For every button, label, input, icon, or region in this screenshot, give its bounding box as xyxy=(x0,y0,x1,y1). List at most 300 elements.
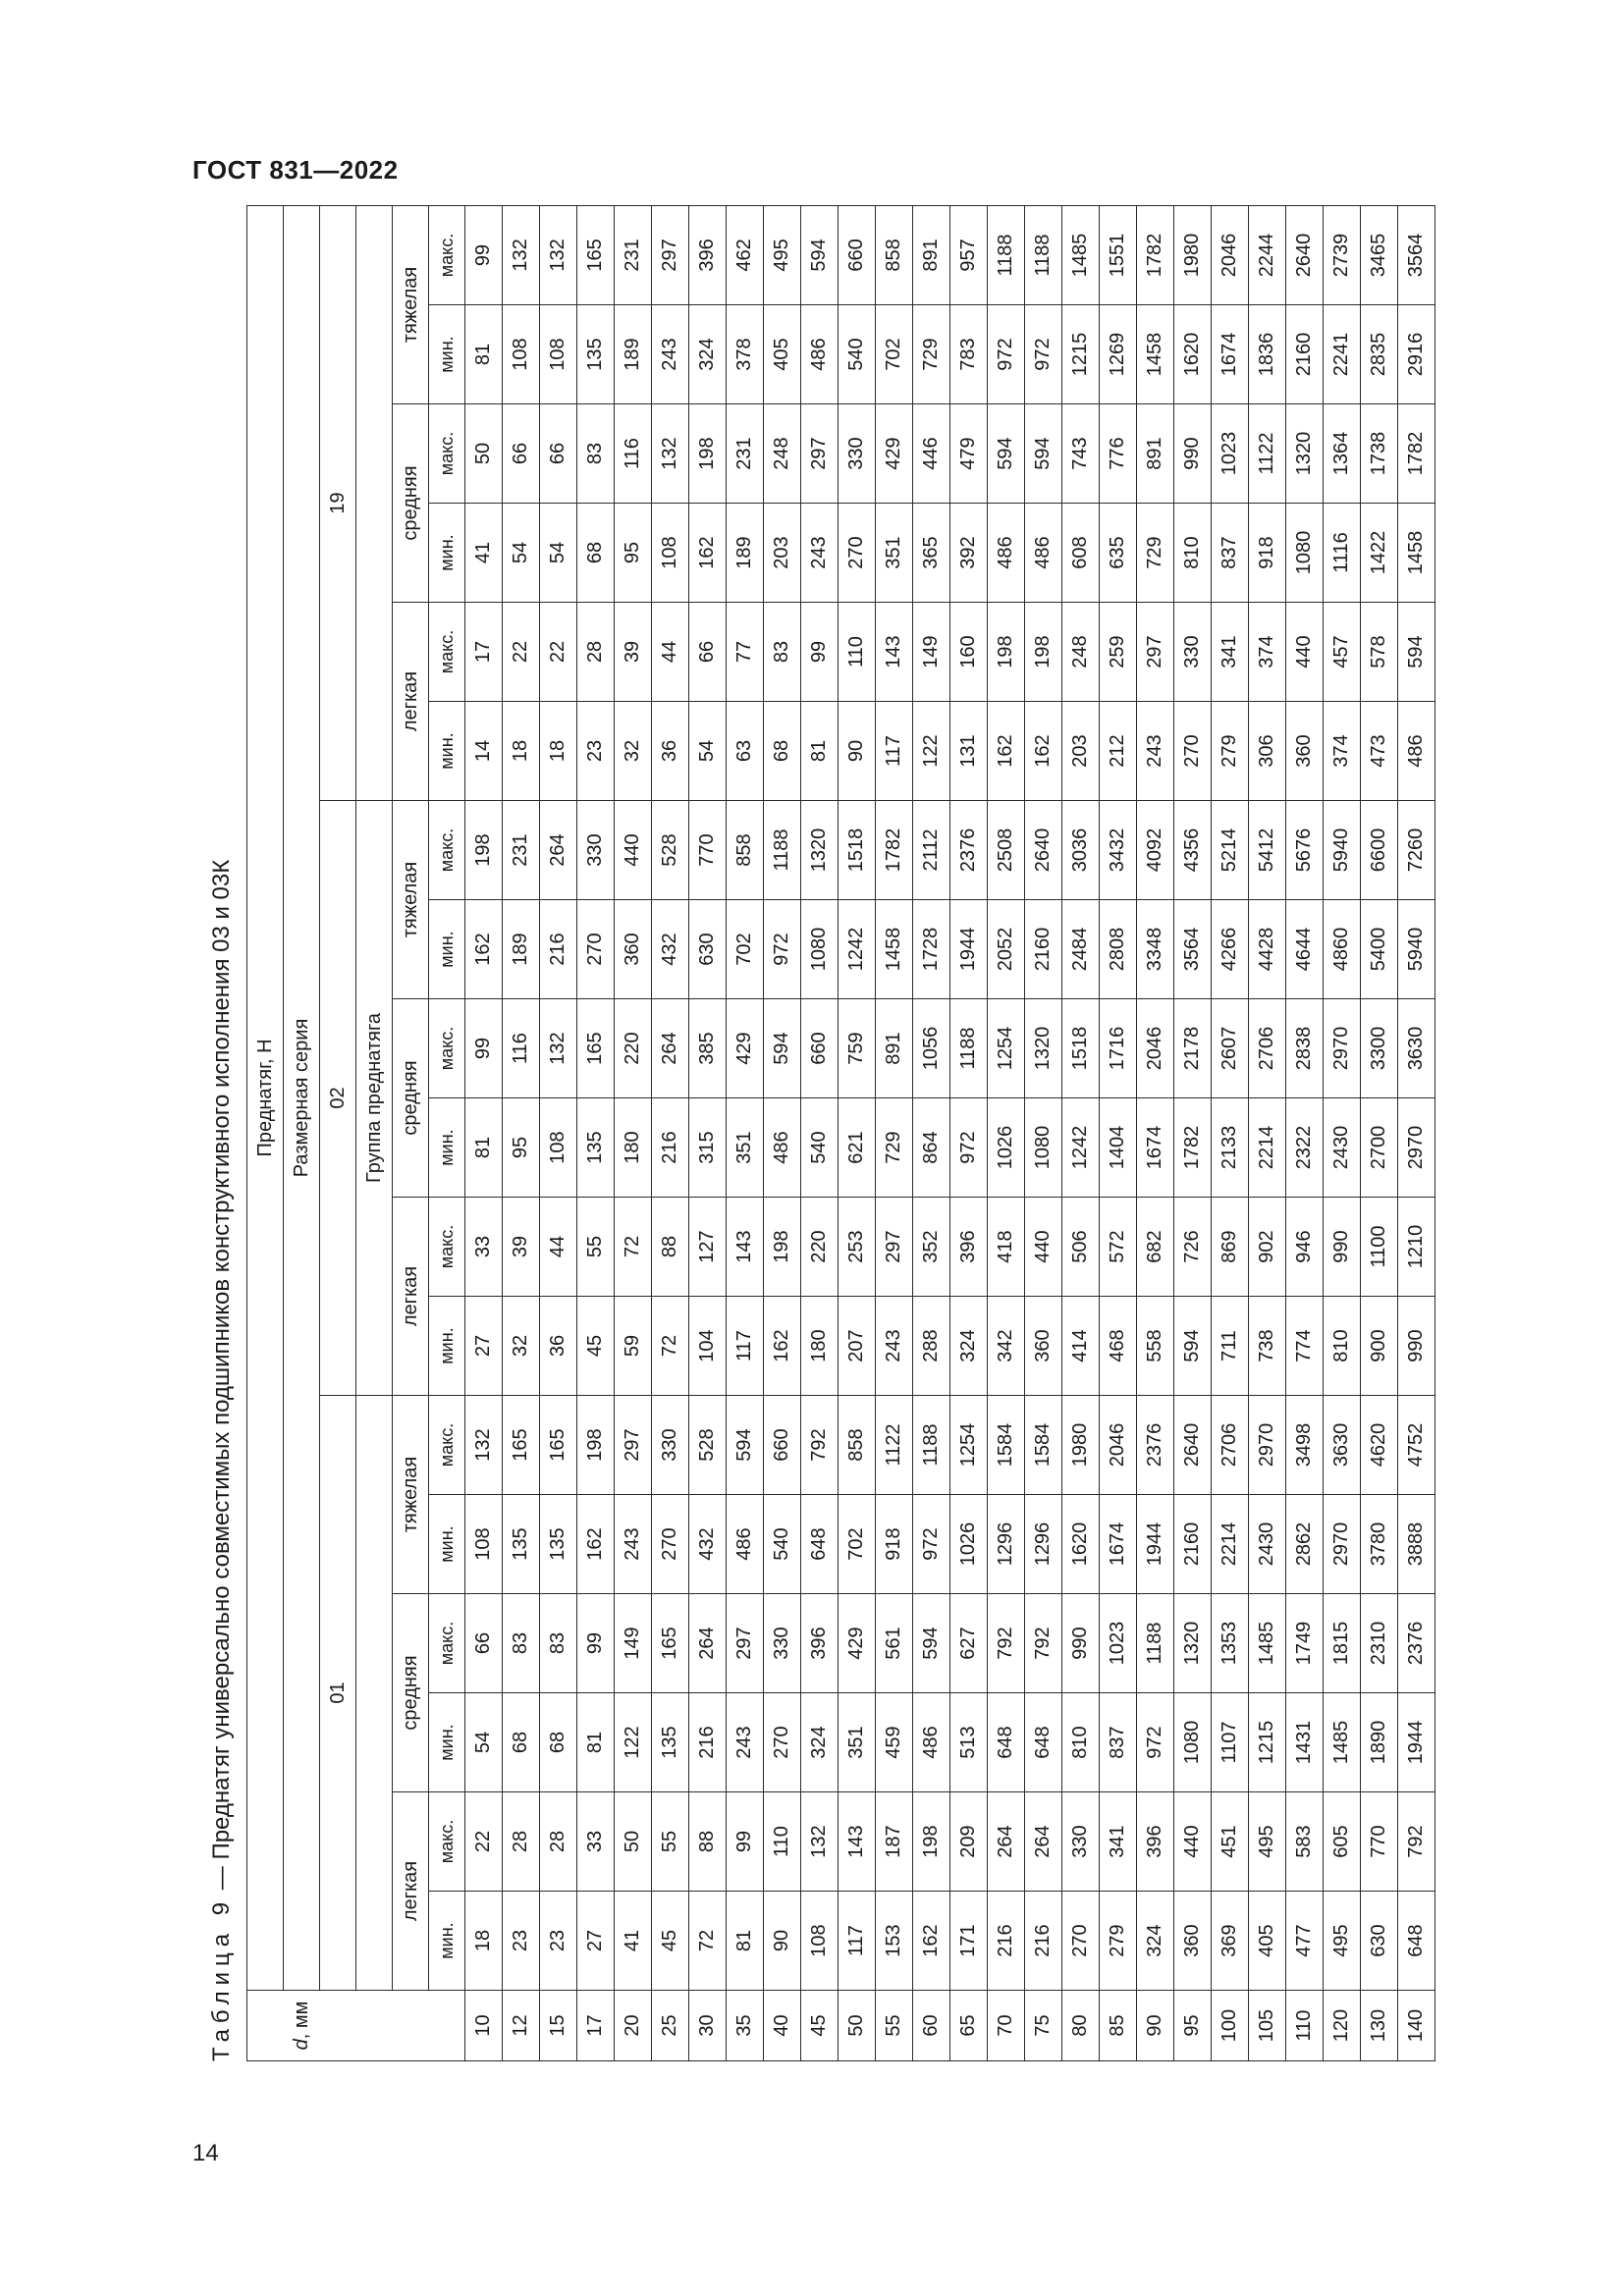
value-cell: 1320 xyxy=(1286,404,1324,504)
d-cell: 140 xyxy=(1398,1991,1435,2061)
value-cell: 891 xyxy=(876,999,913,1098)
max-label: макс. xyxy=(429,603,465,702)
value-cell: 3564 xyxy=(1174,900,1212,999)
value-cell: 660 xyxy=(839,205,876,304)
value-cell: 81 xyxy=(577,1693,615,1792)
value-cell: 36 xyxy=(652,702,689,801)
value-cell: 702 xyxy=(839,1495,876,1594)
value-cell: 1620 xyxy=(1174,305,1212,404)
value-cell: 1980 xyxy=(1174,205,1212,304)
value-cell: 330 xyxy=(577,801,615,900)
value-cell: 2607 xyxy=(1212,999,1249,1098)
value-cell: 682 xyxy=(1137,1198,1174,1297)
value-cell: 2160 xyxy=(1174,1495,1212,1594)
value-cell: 68 xyxy=(540,1693,577,1792)
table-row xyxy=(876,205,913,2060)
page-number: 14 xyxy=(192,2140,219,2166)
value-cell: 396 xyxy=(689,205,727,304)
value-cell: 32 xyxy=(615,702,652,801)
value-cell: 220 xyxy=(801,1198,839,1297)
max-label: макс. xyxy=(429,1594,465,1693)
value-cell: 54 xyxy=(689,702,727,801)
value-cell: 1944 xyxy=(950,900,988,999)
value-cell: 18 xyxy=(540,702,577,801)
value-cell: 116 xyxy=(615,404,652,504)
value-cell: 72 xyxy=(615,1198,652,1297)
group-light-19: легкая xyxy=(393,603,429,801)
value-cell: 59 xyxy=(615,1297,652,1396)
value-cell: 132 xyxy=(540,205,577,304)
value-cell: 270 xyxy=(764,1693,801,1792)
d-cell: 30 xyxy=(689,1991,727,2061)
value-cell: 891 xyxy=(913,205,950,304)
value-cell: 1782 xyxy=(1398,404,1435,504)
value-cell: 2739 xyxy=(1324,205,1361,304)
max-label: макс. xyxy=(429,801,465,900)
value-cell: 264 xyxy=(540,801,577,900)
max-label: макс. xyxy=(429,1198,465,1297)
table-row xyxy=(689,205,727,2060)
value-cell: 5214 xyxy=(1212,801,1249,900)
table-caption-text: — Преднатяг универсально совместимых подшипников конструктивного исполнения 03 и 03К xyxy=(208,859,235,1896)
value-cell: 297 xyxy=(1137,603,1174,702)
max-label: макс. xyxy=(429,404,465,504)
table-row xyxy=(1100,205,1137,2060)
value-cell: 203 xyxy=(1062,702,1100,801)
value-cell: 594 xyxy=(913,1594,950,1693)
value-cell: 33 xyxy=(577,1792,615,1892)
value-cell: 2970 xyxy=(1249,1396,1286,1495)
value-cell: 2430 xyxy=(1324,1098,1361,1198)
value-cell: 18 xyxy=(465,1892,503,1991)
value-cell: 1080 xyxy=(1286,504,1324,603)
value-cell: 270 xyxy=(1174,702,1212,801)
value-cell: 1944 xyxy=(1398,1693,1435,1792)
value-cell: 72 xyxy=(689,1892,727,1991)
value-cell: 1296 xyxy=(988,1495,1025,1594)
value-cell: 770 xyxy=(689,801,727,900)
value-cell: 1210 xyxy=(1398,1198,1435,1297)
value-cell: 486 xyxy=(1025,504,1062,603)
value-cell: 324 xyxy=(1137,1892,1174,1991)
value-cell: 4266 xyxy=(1212,900,1249,999)
d-cell: 90 xyxy=(1137,1991,1174,2061)
value-cell: 1023 xyxy=(1212,404,1249,504)
max-label: макс. xyxy=(429,999,465,1098)
series-01: 01 xyxy=(320,1396,356,1991)
value-cell: 27 xyxy=(465,1297,503,1396)
d-cell: 17 xyxy=(577,1991,615,2061)
value-cell: 1815 xyxy=(1324,1594,1361,1693)
value-cell: 429 xyxy=(876,404,913,504)
value-cell: 396 xyxy=(801,1594,839,1693)
table-row xyxy=(1062,205,1100,2060)
value-cell: 270 xyxy=(1062,1892,1100,1991)
value-cell: 3564 xyxy=(1398,205,1435,304)
d-cell: 45 xyxy=(801,1991,839,2061)
value-cell: 578 xyxy=(1361,603,1398,702)
value-cell: 99 xyxy=(577,1594,615,1693)
value-cell: 594 xyxy=(727,1396,764,1495)
value-cell: 243 xyxy=(615,1495,652,1594)
value-cell: 1431 xyxy=(1286,1693,1324,1792)
table-row xyxy=(1361,205,1398,2060)
value-cell: 1188 xyxy=(913,1396,950,1495)
value-cell: 306 xyxy=(1249,702,1286,801)
group-medium-19: средняя xyxy=(393,404,429,603)
value-cell: 621 xyxy=(839,1098,876,1198)
value-cell: 153 xyxy=(876,1892,913,1991)
d-cell: 95 xyxy=(1174,1991,1212,2061)
value-cell: 918 xyxy=(1249,504,1286,603)
value-cell: 1320 xyxy=(801,801,839,900)
value-cell: 2970 xyxy=(1324,1495,1361,1594)
value-cell: 198 xyxy=(764,1198,801,1297)
value-cell: 81 xyxy=(465,305,503,404)
value-cell: 122 xyxy=(913,702,950,801)
value-cell: 55 xyxy=(652,1792,689,1892)
value-cell: 264 xyxy=(652,999,689,1098)
d-cell: 105 xyxy=(1249,1991,1286,2061)
value-cell: 2046 xyxy=(1100,1396,1137,1495)
value-cell: 135 xyxy=(652,1693,689,1792)
value-cell: 990 xyxy=(1398,1297,1435,1396)
value-cell: 297 xyxy=(801,404,839,504)
value-cell: 594 xyxy=(1398,603,1435,702)
value-cell: 165 xyxy=(652,1594,689,1693)
value-cell: 81 xyxy=(801,702,839,801)
value-cell: 165 xyxy=(503,1396,540,1495)
value-cell: 2640 xyxy=(1286,205,1324,304)
value-cell: 972 xyxy=(1025,305,1062,404)
value-cell: 1782 xyxy=(1174,1098,1212,1198)
value-cell: 135 xyxy=(503,1495,540,1594)
value-cell: 486 xyxy=(727,1495,764,1594)
value-cell: 330 xyxy=(1174,603,1212,702)
value-cell: 1782 xyxy=(876,801,913,900)
value-cell: 110 xyxy=(764,1792,801,1892)
value-cell: 243 xyxy=(727,1693,764,1792)
value-cell: 486 xyxy=(1398,702,1435,801)
value-cell: 243 xyxy=(1137,702,1174,801)
table-header xyxy=(247,205,465,2060)
value-cell: 88 xyxy=(652,1198,689,1297)
d-cell: 12 xyxy=(503,1991,540,2061)
value-cell: 1080 xyxy=(801,900,839,999)
d-header-mid3 xyxy=(393,1991,429,2061)
value-cell: 1188 xyxy=(988,205,1025,304)
value-cell: 2916 xyxy=(1398,305,1435,404)
group-heavy-02: тяжелая xyxy=(393,801,429,999)
value-cell: 143 xyxy=(839,1792,876,1892)
value-cell: 2700 xyxy=(1361,1098,1398,1198)
series-02: 02 xyxy=(320,801,356,1396)
value-cell: 72 xyxy=(652,1297,689,1396)
value-cell: 635 xyxy=(1100,504,1137,603)
value-cell: 189 xyxy=(503,900,540,999)
value-cell: 1242 xyxy=(839,900,876,999)
value-cell: 957 xyxy=(950,205,988,304)
value-cell: 117 xyxy=(876,702,913,801)
value-cell: 279 xyxy=(1100,1892,1137,1991)
value-cell: 297 xyxy=(615,1396,652,1495)
value-cell: 396 xyxy=(1137,1792,1174,1892)
value-cell: 104 xyxy=(689,1297,727,1396)
value-cell: 1738 xyxy=(1361,404,1398,504)
value-cell: 2046 xyxy=(1212,205,1249,304)
value-cell: 189 xyxy=(615,305,652,404)
value-cell: 729 xyxy=(1137,504,1174,603)
value-cell: 630 xyxy=(689,900,727,999)
min-label: мин. xyxy=(429,702,465,801)
value-cell: 2310 xyxy=(1361,1594,1398,1693)
value-cell: 44 xyxy=(540,1198,577,1297)
value-cell: 3465 xyxy=(1361,205,1398,304)
value-cell: 2706 xyxy=(1212,1396,1249,1495)
value-cell: 330 xyxy=(764,1594,801,1693)
value-cell: 810 xyxy=(1174,504,1212,603)
value-cell: 1485 xyxy=(1249,1594,1286,1693)
value-cell: 220 xyxy=(615,999,652,1098)
value-cell: 132 xyxy=(652,404,689,504)
value-cell: 558 xyxy=(1137,1297,1174,1396)
value-cell: 3888 xyxy=(1398,1495,1435,1594)
value-cell: 149 xyxy=(615,1594,652,1693)
value-cell: 743 xyxy=(1062,404,1100,504)
value-cell: 392 xyxy=(950,504,988,603)
value-cell: 108 xyxy=(465,1495,503,1594)
value-cell: 990 xyxy=(1324,1198,1361,1297)
value-cell: 726 xyxy=(1174,1198,1212,1297)
value-cell: 132 xyxy=(503,205,540,304)
value-cell: 1188 xyxy=(1137,1594,1174,1693)
d-header-bottom xyxy=(429,1991,465,2061)
value-cell: 360 xyxy=(1025,1297,1062,1396)
value-cell: 132 xyxy=(801,1792,839,1892)
value-cell: 1215 xyxy=(1062,305,1100,404)
value-cell: 1188 xyxy=(1025,205,1062,304)
value-cell: 110 xyxy=(839,603,876,702)
value-cell: 792 xyxy=(1398,1792,1435,1892)
value-cell: 660 xyxy=(801,999,839,1098)
value-cell: 783 xyxy=(950,305,988,404)
value-cell: 88 xyxy=(689,1792,727,1892)
value-cell: 869 xyxy=(1212,1198,1249,1297)
value-cell: 1188 xyxy=(950,999,988,1098)
value-cell: 2214 xyxy=(1212,1495,1249,1594)
value-cell: 1422 xyxy=(1361,504,1398,603)
value-cell: 270 xyxy=(839,504,876,603)
value-cell: 143 xyxy=(876,603,913,702)
value-cell: 1458 xyxy=(1398,504,1435,603)
value-cell: 2322 xyxy=(1286,1098,1324,1198)
value-cell: 446 xyxy=(913,404,950,504)
value-cell: 837 xyxy=(1212,504,1249,603)
min-label: мин. xyxy=(429,1297,465,1396)
d-cell: 80 xyxy=(1062,1991,1100,2061)
d-header-label xyxy=(284,1991,320,2061)
value-cell: 594 xyxy=(988,404,1025,504)
value-cell: 162 xyxy=(465,900,503,999)
value-cell: 1215 xyxy=(1249,1693,1286,1792)
value-cell: 1890 xyxy=(1361,1693,1398,1792)
value-cell: 4860 xyxy=(1324,900,1361,999)
value-cell: 116 xyxy=(503,999,540,1098)
d-cell: 10 xyxy=(465,1991,503,2061)
value-cell: 77 xyxy=(727,603,764,702)
value-cell: 216 xyxy=(652,1098,689,1198)
value-cell: 837 xyxy=(1100,1693,1137,1792)
value-cell: 1518 xyxy=(839,801,876,900)
value-cell: 1254 xyxy=(950,1396,988,1495)
value-cell: 83 xyxy=(503,1594,540,1693)
value-cell: 902 xyxy=(1249,1198,1286,1297)
value-cell: 374 xyxy=(1249,603,1286,702)
value-cell: 486 xyxy=(913,1693,950,1792)
value-cell: 66 xyxy=(540,404,577,504)
value-cell: 414 xyxy=(1062,1297,1100,1396)
d-cell: 55 xyxy=(876,1991,913,2061)
value-cell: 108 xyxy=(540,305,577,404)
value-cell: 45 xyxy=(652,1892,689,1991)
value-cell: 2376 xyxy=(1137,1396,1174,1495)
value-cell: 99 xyxy=(727,1792,764,1892)
value-cell: 66 xyxy=(503,404,540,504)
value-cell: 495 xyxy=(1249,1792,1286,1892)
value-cell: 385 xyxy=(689,999,727,1098)
value-cell: 5412 xyxy=(1249,801,1286,900)
value-cell: 135 xyxy=(577,305,615,404)
value-cell: 81 xyxy=(465,1098,503,1198)
table-row xyxy=(503,205,540,2060)
value-cell: 50 xyxy=(615,1792,652,1892)
d-cell: 50 xyxy=(839,1991,876,2061)
value-cell: 2484 xyxy=(1062,900,1100,999)
value-cell: 180 xyxy=(615,1098,652,1198)
value-cell: 561 xyxy=(876,1594,913,1693)
value-cell: 2706 xyxy=(1249,999,1286,1098)
value-cell: 378 xyxy=(727,305,764,404)
value-cell: 90 xyxy=(839,702,876,801)
value-cell: 360 xyxy=(1174,1892,1212,1991)
document-code: ГОСТ 831—2022 xyxy=(192,155,399,185)
value-cell: 990 xyxy=(1174,404,1212,504)
value-cell: 165 xyxy=(577,999,615,1098)
value-cell: 189 xyxy=(727,504,764,603)
group-blank-19 xyxy=(356,205,393,800)
value-cell: 162 xyxy=(689,504,727,603)
value-cell: 351 xyxy=(727,1098,764,1198)
value-cell: 132 xyxy=(465,1396,503,1495)
value-cell: 1458 xyxy=(1137,305,1174,404)
value-cell: 41 xyxy=(615,1892,652,1991)
table-row xyxy=(764,205,801,2060)
value-cell: 3300 xyxy=(1361,999,1398,1098)
value-cell: 83 xyxy=(764,603,801,702)
value-cell: 2970 xyxy=(1398,1098,1435,1198)
value-cell: 495 xyxy=(1324,1892,1361,1991)
value-cell: 440 xyxy=(1025,1198,1062,1297)
table-row xyxy=(913,205,950,2060)
value-cell: 479 xyxy=(950,404,988,504)
value-cell: 1296 xyxy=(1025,1495,1062,1594)
table-row xyxy=(1137,205,1174,2060)
value-cell: 279 xyxy=(1212,702,1249,801)
value-cell: 365 xyxy=(913,504,950,603)
value-cell: 972 xyxy=(988,305,1025,404)
value-cell: 216 xyxy=(540,900,577,999)
value-cell: 513 xyxy=(950,1693,988,1792)
table-row xyxy=(1025,205,1062,2060)
value-cell: 171 xyxy=(950,1892,988,1991)
value-cell: 660 xyxy=(764,1396,801,1495)
value-cell: 1320 xyxy=(1174,1594,1212,1693)
value-cell: 68 xyxy=(764,702,801,801)
value-cell: 858 xyxy=(727,801,764,900)
value-cell: 374 xyxy=(1324,702,1361,801)
value-cell: 99 xyxy=(465,999,503,1098)
value-cell: 198 xyxy=(577,1396,615,1495)
value-cell: 187 xyxy=(876,1792,913,1892)
value-cell: 66 xyxy=(689,603,727,702)
value-cell: 207 xyxy=(839,1297,876,1396)
value-cell: 495 xyxy=(764,205,801,304)
value-cell: 2112 xyxy=(913,801,950,900)
value-cell: 459 xyxy=(876,1693,913,1792)
value-cell: 2862 xyxy=(1286,1495,1324,1594)
value-cell: 22 xyxy=(465,1792,503,1892)
value-cell: 1518 xyxy=(1062,999,1100,1098)
d-cell: 120 xyxy=(1324,1991,1361,2061)
value-cell: 369 xyxy=(1212,1892,1249,1991)
value-cell: 1944 xyxy=(1137,1495,1174,1594)
value-cell: 2376 xyxy=(1398,1594,1435,1693)
value-cell: 440 xyxy=(615,801,652,900)
value-cell: 477 xyxy=(1286,1892,1324,1991)
group-blank-01 xyxy=(356,1396,393,1991)
value-cell: 1056 xyxy=(913,999,950,1098)
value-cell: 473 xyxy=(1361,702,1398,801)
value-cell: 45 xyxy=(577,1297,615,1396)
value-cell: 6600 xyxy=(1361,801,1398,900)
value-cell: 972 xyxy=(913,1495,950,1594)
d-cell: 70 xyxy=(988,1991,1025,2061)
value-cell: 39 xyxy=(503,1198,540,1297)
value-cell: 759 xyxy=(839,999,876,1098)
value-cell: 330 xyxy=(652,1396,689,1495)
d-header-mid2 xyxy=(356,1991,393,2061)
d-cell: 35 xyxy=(727,1991,764,2061)
value-cell: 14 xyxy=(465,702,503,801)
value-cell: 3432 xyxy=(1100,801,1137,900)
value-cell: 55 xyxy=(577,1198,615,1297)
min-label: мин. xyxy=(429,1892,465,1991)
table-row xyxy=(801,205,839,2060)
value-cell: 440 xyxy=(1174,1792,1212,1892)
value-cell: 5940 xyxy=(1324,801,1361,900)
d-cell: 60 xyxy=(913,1991,950,2061)
value-cell: 702 xyxy=(876,305,913,404)
value-cell: 1980 xyxy=(1062,1396,1100,1495)
value-cell: 4752 xyxy=(1398,1396,1435,1495)
value-cell: 864 xyxy=(913,1098,950,1198)
value-cell: 203 xyxy=(764,504,801,603)
value-cell: 324 xyxy=(950,1297,988,1396)
value-cell: 486 xyxy=(988,504,1025,603)
value-cell: 149 xyxy=(913,603,950,702)
value-cell: 270 xyxy=(577,900,615,999)
value-cell: 99 xyxy=(465,205,503,304)
